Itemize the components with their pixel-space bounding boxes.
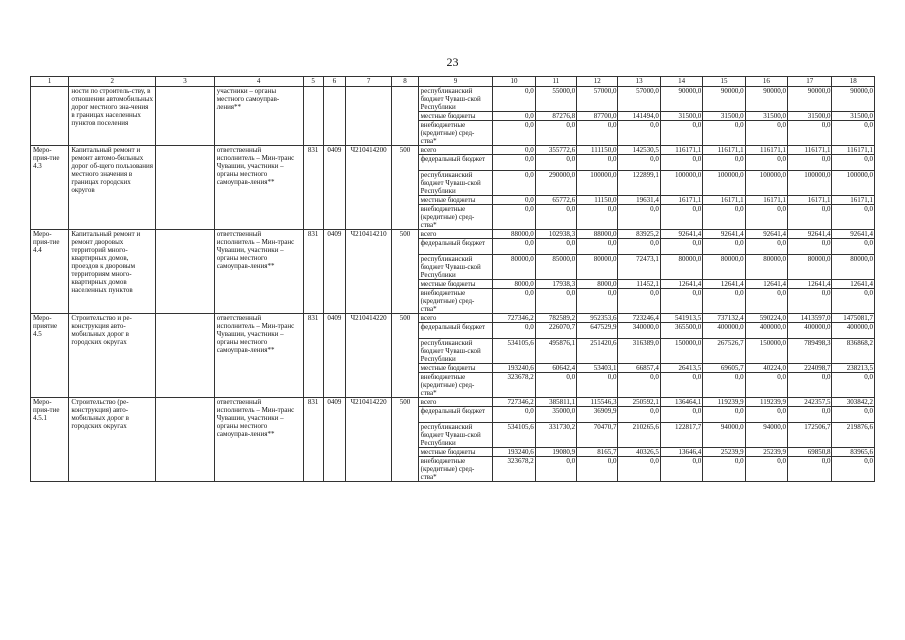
table-row xyxy=(31,87,875,112)
amount-cell: 70470,7 xyxy=(577,423,618,448)
amount-cell: 0,0 xyxy=(618,155,660,171)
amount-cell: 122817,7 xyxy=(660,423,702,448)
amount-cell: 92641,4 xyxy=(660,230,702,239)
amount-cell: 83965,6 xyxy=(832,448,875,457)
amount-cell: 90000,0 xyxy=(745,87,787,112)
amount-cell: 0,0 xyxy=(745,155,787,171)
activity-col1 xyxy=(31,87,69,146)
amount-cell: 69605,7 xyxy=(703,364,745,373)
activity-col3 xyxy=(156,314,215,398)
funding-source: республиканский бюджет Чуваш-ской Республики xyxy=(418,87,493,112)
amount-cell: 36909,9 xyxy=(577,407,618,423)
header-cell: 3 xyxy=(156,77,215,87)
amount-cell: 495876,1 xyxy=(535,339,576,364)
activity-col6: 0409 xyxy=(323,314,345,398)
activity-col3 xyxy=(156,230,215,314)
header-cell: 7 xyxy=(345,77,391,87)
amount-cell: 647529,9 xyxy=(577,323,618,339)
amount-cell: 0,0 xyxy=(832,289,875,314)
funding-source: республиканский бюджет Чуваш-ской Республики xyxy=(418,171,493,196)
amount-cell: 0,0 xyxy=(493,121,535,146)
amount-cell: 0,0 xyxy=(703,373,745,398)
activity-col3 xyxy=(156,87,215,146)
amount-cell: 0,0 xyxy=(660,407,702,423)
amount-cell: 92641,4 xyxy=(832,230,875,239)
amount-cell: 60642,4 xyxy=(535,364,576,373)
amount-cell: 16171,1 xyxy=(788,196,832,205)
amount-cell: 26413,5 xyxy=(660,364,702,373)
amount-cell: 69850,8 xyxy=(788,448,832,457)
amount-cell: 0,0 xyxy=(535,205,576,230)
activity-col5 xyxy=(303,87,323,146)
amount-cell: 0,0 xyxy=(703,155,745,171)
amount-cell: 92641,4 xyxy=(745,230,787,239)
amount-cell: 90000,0 xyxy=(832,87,875,112)
activity-col6: 0409 xyxy=(323,398,345,482)
amount-cell: 0,0 xyxy=(618,457,660,482)
header-cell: 16 xyxy=(745,77,787,87)
amount-cell: 141494,0 xyxy=(618,112,660,121)
header-cell: 15 xyxy=(703,77,745,87)
amount-cell: 136464,1 xyxy=(660,398,702,407)
amount-cell: 122899,1 xyxy=(618,171,660,196)
amount-cell: 267526,7 xyxy=(703,339,745,364)
activity-col2: Строительство (ре-конструкция) авто-мобильных дорог в городских округах xyxy=(69,398,156,482)
amount-cell: 193240,6 xyxy=(493,364,535,373)
activity-col7: Ч210414220 xyxy=(345,398,391,482)
amount-cell: 0,0 xyxy=(535,121,576,146)
amount-cell: 87700,0 xyxy=(577,112,618,121)
funding-source: федеральный бюджет xyxy=(418,407,493,423)
amount-cell: 0,0 xyxy=(535,289,576,314)
amount-cell: 0,0 xyxy=(660,457,702,482)
header-row xyxy=(31,77,875,87)
amount-cell: 80000,0 xyxy=(745,255,787,280)
amount-cell: 111150,0 xyxy=(577,146,618,155)
amount-cell: 0,0 xyxy=(618,373,660,398)
amount-cell: 88000,0 xyxy=(577,230,618,239)
amount-cell: 331730,2 xyxy=(535,423,576,448)
amount-cell: 17938,3 xyxy=(535,280,576,289)
amount-cell: 16171,1 xyxy=(745,196,787,205)
amount-cell: 16171,1 xyxy=(832,196,875,205)
amount-cell: 0,0 xyxy=(660,205,702,230)
funding-source: внебюджетные (кредитные) сред-ства* xyxy=(418,373,493,398)
amount-cell: 0,0 xyxy=(788,373,832,398)
amount-cell: 0,0 xyxy=(618,239,660,255)
activity-col6: 0409 xyxy=(323,146,345,230)
activity-col2: Строительство и ре-конструкция авто-мобильных дорог в городских округах xyxy=(69,314,156,398)
funding-source: федеральный бюджет xyxy=(418,155,493,171)
budget-table xyxy=(30,76,875,482)
funding-source: всего xyxy=(418,398,493,407)
amount-cell: 0,0 xyxy=(493,407,535,423)
amount-cell: 0,0 xyxy=(577,155,618,171)
amount-cell: 94000,0 xyxy=(745,423,787,448)
amount-cell: 0,0 xyxy=(577,457,618,482)
amount-cell: 35000,0 xyxy=(535,407,576,423)
amount-cell: 55000,0 xyxy=(535,87,576,112)
amount-cell: 0,0 xyxy=(535,373,576,398)
header-cell: 2 xyxy=(69,77,156,87)
activity-col7: Ч210414220 xyxy=(345,314,391,398)
funding-source: республиканский бюджет Чуваш-ской Республики xyxy=(418,339,493,364)
amount-cell: 100000,0 xyxy=(832,171,875,196)
amount-cell: 116171,1 xyxy=(660,146,702,155)
amount-cell: 100000,0 xyxy=(703,171,745,196)
amount-cell: 31500,0 xyxy=(660,112,702,121)
header-cell: 14 xyxy=(660,77,702,87)
amount-cell: 16171,1 xyxy=(660,196,702,205)
activity-col3 xyxy=(156,146,215,230)
amount-cell: 0,0 xyxy=(788,457,832,482)
activity-col2: ности по строитель-ству, в отношении автомобильных дорог местного зна-чения в границах населенных пунктов поселения xyxy=(69,87,156,146)
amount-cell: 0,0 xyxy=(788,205,832,230)
amount-cell: 0,0 xyxy=(660,239,702,255)
amount-cell: 31500,0 xyxy=(832,112,875,121)
amount-cell: 0,0 xyxy=(577,289,618,314)
amount-cell: 400000,0 xyxy=(703,323,745,339)
amount-cell: 80000,0 xyxy=(493,255,535,280)
amount-cell: 0,0 xyxy=(618,289,660,314)
amount-cell: 31500,0 xyxy=(703,112,745,121)
page-number: 23 xyxy=(446,55,459,69)
activity-col7 xyxy=(345,87,391,146)
header-cell: 18 xyxy=(832,77,875,87)
amount-cell: 0,0 xyxy=(788,407,832,423)
amount-cell: 0,0 xyxy=(493,171,535,196)
amount-cell: 19080,9 xyxy=(535,448,576,457)
header-cell: 5 xyxy=(303,77,323,87)
amount-cell: 193240,6 xyxy=(493,448,535,457)
amount-cell: 8000,0 xyxy=(493,280,535,289)
activity-col6: 0409 xyxy=(323,230,345,314)
header-cell: 10 xyxy=(493,77,535,87)
amount-cell: 303842,2 xyxy=(832,398,875,407)
amount-cell: 0,0 xyxy=(832,457,875,482)
funding-source: республиканский бюджет Чуваш-ской Республики xyxy=(418,423,493,448)
activity-col5: 831 xyxy=(303,314,323,398)
amount-cell: 0,0 xyxy=(703,289,745,314)
amount-cell: 0,0 xyxy=(618,407,660,423)
amount-cell: 365500,0 xyxy=(660,323,702,339)
amount-cell: 0,0 xyxy=(493,205,535,230)
amount-cell: 80000,0 xyxy=(703,255,745,280)
amount-cell: 210265,6 xyxy=(618,423,660,448)
amount-cell: 8165,7 xyxy=(577,448,618,457)
amount-cell: 541913,5 xyxy=(660,314,702,323)
activity-col8: 500 xyxy=(392,314,418,398)
amount-cell: 100000,0 xyxy=(577,171,618,196)
activity-col4: участники – органы местного самоуправ-ления** xyxy=(214,87,303,146)
activity-col1: Меро-приятие 4.5 xyxy=(31,314,69,398)
amount-cell: 0,0 xyxy=(745,407,787,423)
funding-source: внебюджетные (кредитные) сред-ства* xyxy=(418,205,493,230)
amount-cell: 0,0 xyxy=(660,121,702,146)
amount-cell: 0,0 xyxy=(788,121,832,146)
activity-col8: 500 xyxy=(392,398,418,482)
amount-cell: 80000,0 xyxy=(577,255,618,280)
amount-cell: 11150,0 xyxy=(577,196,618,205)
amount-cell: 0,0 xyxy=(745,373,787,398)
activity-col1: Меро-прия-тие 4.4 xyxy=(31,230,69,314)
funding-source: федеральный бюджет xyxy=(418,239,493,255)
activity-col7: Ч210414210 xyxy=(345,230,391,314)
amount-cell: 1413597,0 xyxy=(788,314,832,323)
amount-cell: 0,0 xyxy=(577,373,618,398)
amount-cell: 400000,0 xyxy=(745,323,787,339)
amount-cell: 250592,1 xyxy=(618,398,660,407)
amount-cell: 534105,6 xyxy=(493,339,535,364)
funding-source: федеральный бюджет xyxy=(418,323,493,339)
amount-cell: 119239,9 xyxy=(703,398,745,407)
amount-cell: 13646,4 xyxy=(660,448,702,457)
amount-cell: 0,0 xyxy=(660,155,702,171)
amount-cell: 727346,2 xyxy=(493,398,535,407)
amount-cell: 40224,0 xyxy=(745,364,787,373)
activity-col3 xyxy=(156,398,215,482)
amount-cell: 1475081,7 xyxy=(832,314,875,323)
funding-source: местные бюджеты xyxy=(418,280,493,289)
amount-cell: 0,0 xyxy=(832,205,875,230)
amount-cell: 0,0 xyxy=(788,155,832,171)
amount-cell: 94000,0 xyxy=(703,423,745,448)
amount-cell: 323678,2 xyxy=(493,457,535,482)
activity-col4: ответственный исполнитель – Мин-транс Чувашии, участники – органы местного самоуправ-ления** xyxy=(214,314,303,398)
funding-source: внебюджетные (кредитные) сред-ства* xyxy=(418,289,493,314)
amount-cell: 0,0 xyxy=(493,323,535,339)
activity-col2: Капитальный ремонт и ремонт дворовых территорий много-квартирных домов, проездов к дворовым территориям много-квартирных домов населенных пунктов xyxy=(69,230,156,314)
funding-source: всего xyxy=(418,146,493,155)
amount-cell: 0,0 xyxy=(618,205,660,230)
header-cell: 17 xyxy=(788,77,832,87)
amount-cell: 12641,4 xyxy=(703,280,745,289)
amount-cell: 116171,1 xyxy=(745,146,787,155)
amount-cell: 242357,5 xyxy=(788,398,832,407)
amount-cell: 0,0 xyxy=(493,146,535,155)
amount-cell: 0,0 xyxy=(745,457,787,482)
funding-source: местные бюджеты xyxy=(418,364,493,373)
amount-cell: 0,0 xyxy=(703,205,745,230)
amount-cell: 0,0 xyxy=(493,155,535,171)
activity-col4: ответственный исполнитель – Мин-транс Чувашии, участники – органы местного самоуправ-ления** xyxy=(214,398,303,482)
amount-cell: 25239,9 xyxy=(745,448,787,457)
activity-col8: 500 xyxy=(392,230,418,314)
amount-cell: 115546,3 xyxy=(577,398,618,407)
amount-cell: 12641,4 xyxy=(660,280,702,289)
amount-cell: 31500,0 xyxy=(745,112,787,121)
amount-cell: 116171,1 xyxy=(703,146,745,155)
amount-cell: 90000,0 xyxy=(703,87,745,112)
amount-cell: 80000,0 xyxy=(832,255,875,280)
amount-cell: 72473,1 xyxy=(618,255,660,280)
amount-cell: 80000,0 xyxy=(788,255,832,280)
amount-cell: 92641,4 xyxy=(788,230,832,239)
amount-cell: 90000,0 xyxy=(788,87,832,112)
amount-cell: 102938,3 xyxy=(535,230,576,239)
amount-cell: 87276,8 xyxy=(535,112,576,121)
activity-col5: 831 xyxy=(303,146,323,230)
amount-cell: 11452,1 xyxy=(618,280,660,289)
amount-cell: 0,0 xyxy=(493,289,535,314)
amount-cell: 723246,4 xyxy=(618,314,660,323)
activity-col4: ответственный исполнитель – Мин-транс Чувашии, участники – органы местного самоуправ-ления** xyxy=(214,230,303,314)
activity-col7: Ч210414200 xyxy=(345,146,391,230)
amount-cell: 224098,7 xyxy=(788,364,832,373)
funding-source: республиканский бюджет Чуваш-ской Республики xyxy=(418,255,493,280)
amount-cell: 251420,6 xyxy=(577,339,618,364)
amount-cell: 0,0 xyxy=(493,112,535,121)
amount-cell: 0,0 xyxy=(832,155,875,171)
table-row xyxy=(31,398,875,407)
amount-cell: 0,0 xyxy=(493,87,535,112)
amount-cell: 952353,6 xyxy=(577,314,618,323)
amount-cell: 12641,4 xyxy=(832,280,875,289)
amount-cell: 172506,7 xyxy=(788,423,832,448)
amount-cell: 119239,9 xyxy=(745,398,787,407)
amount-cell: 727346,2 xyxy=(493,314,535,323)
header-cell: 6 xyxy=(323,77,345,87)
amount-cell: 16171,1 xyxy=(703,196,745,205)
amount-cell: 0,0 xyxy=(745,121,787,146)
amount-cell: 12641,4 xyxy=(788,280,832,289)
amount-cell: 65772,6 xyxy=(535,196,576,205)
amount-cell: 0,0 xyxy=(703,121,745,146)
amount-cell: 0,0 xyxy=(745,289,787,314)
amount-cell: 0,0 xyxy=(535,457,576,482)
amount-cell: 85000,0 xyxy=(535,255,576,280)
amount-cell: 88000,0 xyxy=(493,230,535,239)
amount-cell: 0,0 xyxy=(832,121,875,146)
funding-source: местные бюджеты xyxy=(418,448,493,457)
amount-cell: 0,0 xyxy=(788,239,832,255)
amount-cell: 590224,0 xyxy=(745,314,787,323)
funding-source: всего xyxy=(418,230,493,239)
amount-cell: 116171,1 xyxy=(788,146,832,155)
amount-cell: 0,0 xyxy=(745,205,787,230)
amount-cell: 323678,2 xyxy=(493,373,535,398)
amount-cell: 340000,0 xyxy=(618,323,660,339)
amount-cell: 90000,0 xyxy=(660,87,702,112)
amount-cell: 219876,6 xyxy=(832,423,875,448)
activity-col8 xyxy=(392,87,418,146)
amount-cell: 0,0 xyxy=(535,155,576,171)
amount-cell: 0,0 xyxy=(493,196,535,205)
activity-col5: 831 xyxy=(303,398,323,482)
amount-cell: 400000,0 xyxy=(832,323,875,339)
amount-cell: 0,0 xyxy=(832,373,875,398)
amount-cell: 0,0 xyxy=(703,239,745,255)
amount-cell: 0,0 xyxy=(660,289,702,314)
amount-cell: 116171,1 xyxy=(832,146,875,155)
activity-col1: Меро-прия-тие 4.5.1 xyxy=(31,398,69,482)
amount-cell: 100000,0 xyxy=(660,171,702,196)
amount-cell: 0,0 xyxy=(703,457,745,482)
header-cell: 1 xyxy=(31,77,69,87)
header-cell: 13 xyxy=(618,77,660,87)
amount-cell: 0,0 xyxy=(788,289,832,314)
amount-cell: 0,0 xyxy=(832,407,875,423)
funding-source: всего xyxy=(418,314,493,323)
amount-cell: 150000,0 xyxy=(745,339,787,364)
amount-cell: 0,0 xyxy=(660,373,702,398)
amount-cell: 19631,4 xyxy=(618,196,660,205)
amount-cell: 40326,5 xyxy=(618,448,660,457)
amount-cell: 53403,1 xyxy=(577,364,618,373)
amount-cell: 0,0 xyxy=(618,121,660,146)
amount-cell: 142530,5 xyxy=(618,146,660,155)
amount-cell: 316389,0 xyxy=(618,339,660,364)
amount-cell: 57000,0 xyxy=(618,87,660,112)
activity-col2: Капитальный ремонт и ремонт автомо-бильных дорог об-щего пользования местного значения в границах городских округов xyxy=(69,146,156,230)
amount-cell: 290000,0 xyxy=(535,171,576,196)
amount-cell: 12641,4 xyxy=(745,280,787,289)
table-row xyxy=(31,146,875,155)
amount-cell: 150000,0 xyxy=(660,339,702,364)
amount-cell: 8000,0 xyxy=(577,280,618,289)
amount-cell: 238213,5 xyxy=(832,364,875,373)
amount-cell: 0,0 xyxy=(577,239,618,255)
amount-cell: 226070,7 xyxy=(535,323,576,339)
amount-cell: 80000,0 xyxy=(660,255,702,280)
amount-cell: 31500,0 xyxy=(788,112,832,121)
activity-col8: 500 xyxy=(392,146,418,230)
amount-cell: 0,0 xyxy=(493,239,535,255)
activity-col6 xyxy=(323,87,345,146)
activity-col4: ответственный исполнитель – Мин-транс Чувашии, участники – органы местного самоуправ-ления** xyxy=(214,146,303,230)
table-row xyxy=(31,314,875,323)
amount-cell: 100000,0 xyxy=(788,171,832,196)
table-row xyxy=(31,230,875,239)
funding-source: местные бюджеты xyxy=(418,112,493,121)
funding-source: местные бюджеты xyxy=(418,196,493,205)
amount-cell: 836868,2 xyxy=(832,339,875,364)
amount-cell: 0,0 xyxy=(577,121,618,146)
header-cell: 12 xyxy=(577,77,618,87)
amount-cell: 355772,6 xyxy=(535,146,576,155)
amount-cell: 0,0 xyxy=(535,239,576,255)
amount-cell: 100000,0 xyxy=(745,171,787,196)
header-cell: 11 xyxy=(535,77,576,87)
amount-cell: 789498,3 xyxy=(788,339,832,364)
amount-cell: 0,0 xyxy=(577,205,618,230)
amount-cell: 92641,4 xyxy=(703,230,745,239)
header-cell: 4 xyxy=(214,77,303,87)
funding-source: внебюджетные (кредитные) сред-ства* xyxy=(418,121,493,146)
activity-col5: 831 xyxy=(303,230,323,314)
amount-cell: 57000,0 xyxy=(577,87,618,112)
amount-cell: 0,0 xyxy=(832,239,875,255)
amount-cell: 0,0 xyxy=(703,407,745,423)
amount-cell: 25239,9 xyxy=(703,448,745,457)
amount-cell: 782589,2 xyxy=(535,314,576,323)
amount-cell: 534105,6 xyxy=(493,423,535,448)
amount-cell: 400000,0 xyxy=(788,323,832,339)
amount-cell: 66857,4 xyxy=(618,364,660,373)
amount-cell: 0,0 xyxy=(745,239,787,255)
funding-source: внебюджетные (кредитные) сред-ства* xyxy=(418,457,493,482)
amount-cell: 83925,2 xyxy=(618,230,660,239)
amount-cell: 385811,1 xyxy=(535,398,576,407)
activity-col1: Меро-прия-тие 4.3 xyxy=(31,146,69,230)
header-cell: 8 xyxy=(392,77,418,87)
header-cell: 9 xyxy=(418,77,493,87)
amount-cell: 737132,4 xyxy=(703,314,745,323)
